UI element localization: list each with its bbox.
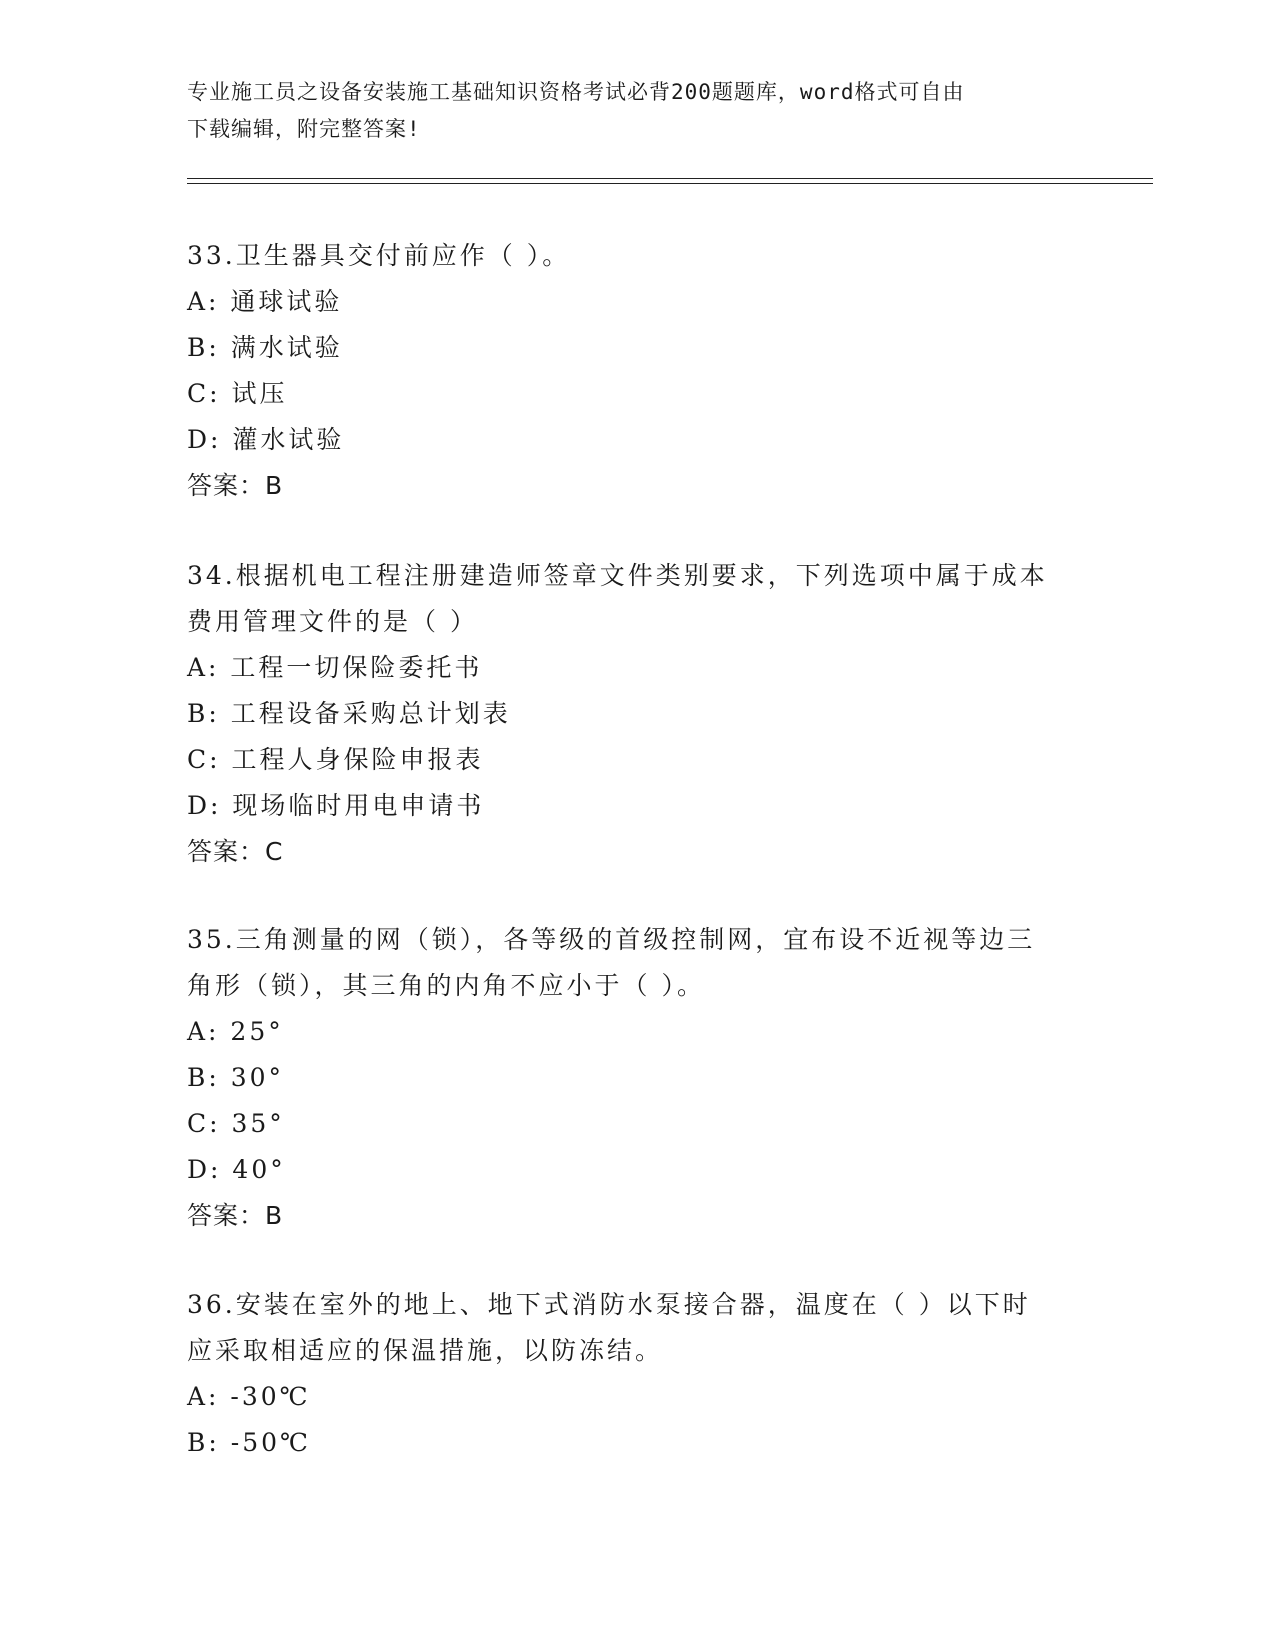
option-b: B: 工程设备采购总计划表 xyxy=(187,699,511,728)
option-d: D: 40° xyxy=(187,1155,286,1184)
header-divider-top xyxy=(187,178,1153,179)
question-stem: 33.卫生器具交付前应作（ ）。 xyxy=(187,241,571,270)
option-d: D: 灌水试验 xyxy=(187,425,345,454)
option-a: A: 工程一切保险委托书 xyxy=(187,653,483,682)
question-stem-line-1: 36.安装在室外的地上、地下式消防水泵接合器，温度在（ ）以下时 xyxy=(187,1290,1031,1319)
question-34 xyxy=(187,553,1087,875)
option-b: B: -50℃ xyxy=(187,1428,311,1457)
answer-label: 答案：B xyxy=(187,471,284,500)
question-stem-line-2: 费用管理文件的是（ ） xyxy=(187,607,478,636)
option-a: A: 25° xyxy=(187,1017,284,1046)
option-b: B: 满水试验 xyxy=(187,333,343,362)
option-d: D: 现场临时用电申请书 xyxy=(187,791,485,820)
question-33 xyxy=(187,233,1087,509)
answer-label: 答案：B xyxy=(187,1201,284,1230)
header-line-1: 专业施工员之设备安装施工基础知识资格考试必背200题题库，word格式可自由 xyxy=(187,80,965,104)
header-line-2: 下载编辑，附完整答案! xyxy=(187,117,421,141)
question-stem-line-2: 角形（锁），其三角的内角不应小于（ ）。 xyxy=(187,971,705,1000)
option-a: A: -30℃ xyxy=(187,1382,311,1411)
option-a: A: 通球试验 xyxy=(187,287,343,316)
answer-label: 答案：C xyxy=(187,837,284,866)
option-c: C: 35° xyxy=(187,1109,285,1138)
option-c: C: 试压 xyxy=(187,379,288,408)
question-stem-line-2: 应采取相适应的保温措施，以防冻结。 xyxy=(187,1336,664,1365)
document-header xyxy=(187,74,1067,148)
question-stem-line-1: 34.根据机电工程注册建造师签章文件类别要求，下列选项中属于成本 xyxy=(187,561,1048,590)
question-stem-line-1: 35.三角测量的网（锁），各等级的首级控制网，宜布设不近视等边三 xyxy=(187,925,1036,954)
question-35 xyxy=(187,917,1087,1239)
option-c: C: 工程人身保险申报表 xyxy=(187,745,484,774)
header-divider-bottom xyxy=(187,183,1153,184)
question-36 xyxy=(187,1282,1087,1466)
option-b: B: 30° xyxy=(187,1063,285,1092)
